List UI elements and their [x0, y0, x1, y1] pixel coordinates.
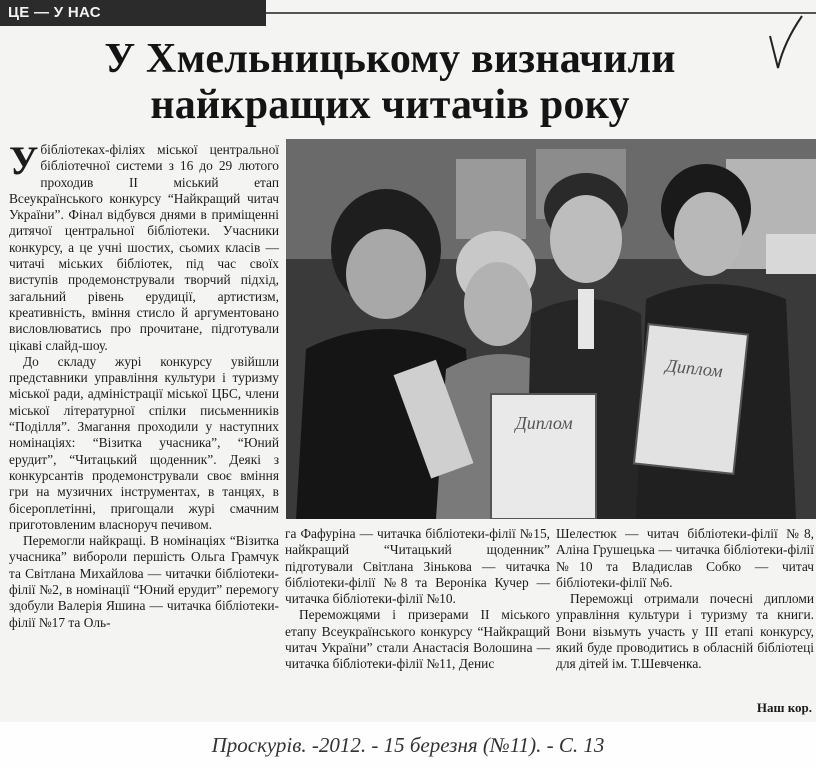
rubric-rule — [266, 12, 816, 14]
article-paragraph: Переможці отримали почесні дипломи управління культури і туризму та книги. Вони візьмуть участь у III етапі конкурсу, який буде проводитись в обласній бібліотеці для дітей ім. Т.Шевченка. — [556, 591, 814, 672]
diploma-text: Диплом — [515, 413, 573, 433]
article-byline: Наш кор. — [756, 700, 812, 715]
article-paragraph: га Фафуріна — читачка бібліотеки-філії №15, найкращий “Читацький щоденник” підготували Світлана Зінькова — читачка бібліотеки-філії №8 та Вероніка Кучер — читачка бібліотеки-філії №10. — [285, 526, 550, 607]
photo-image — [286, 139, 816, 519]
paragraph-text: бібліотеках-філіях міської центральної бібліотечної системи з 16 до 29 лютого проходив II міський етап Всеукраїнського конкурсу “Найкращий читач України”. Фінал відбувся днями в приміщенні дитячої центральної бібліотеки. Учасники конкурсу, а це учні шостих, сьомих класів — читачі міських бібліотек, під час своїх виступів продемонстрували творчий підхід, загальний рівень ерудиції, артистизм, креативність, вміння стисло й аргументовано висловлюватись про прочитане, підготували цікаві слайд-шоу. — [9, 142, 279, 353]
winners-photo — [286, 139, 816, 519]
article-paragraph: До складу журі конкурсу увійшли представники управління культури і туризму міської ради, адміністрації міської ЦБС, члени міської літературної спілки письменників “Поділля”. Змагання проходили у наступних номінаціях: “Візитка учасника”, “Юний ерудит”, “Читацький щоденник”. Деякі з конкурсантів продемонстрували своє вміння гри на музичних інструментах, в танцях, в бісероплетінні, пригощали журі смачним приготовленим власноруч печивом. — [9, 353, 279, 532]
source-citation: Проскурів. -2012. - 15 березня (№11). - С. 13 — [0, 722, 816, 768]
headline-line-1: У Хмельницькому визначили — [104, 36, 676, 82]
diploma-text: Диплом — [664, 355, 724, 382]
article-headline — [20, 36, 760, 128]
rubric-label: ЦЕ — У НАС — [0, 0, 266, 26]
drop-cap: У — [9, 138, 39, 183]
article-column-middle — [285, 526, 550, 673]
handwritten-check-mark — [766, 12, 806, 70]
article-paragraph: Перемогли найкращі. В номінаціях “Візитка учасника” вибороли першість Ольга Грамчук та Світлана Михайлова — читачки бібліотеки-філії №2, в номінації “Юний ерудит” перемогу здобули Валерія Яшина — читачка бібліотеки-філії №17 та Оль- — [9, 533, 279, 630]
article-column-left — [9, 138, 279, 631]
article-column-right — [556, 526, 814, 673]
article-paragraph — [9, 138, 279, 354]
article-paragraph: Переможцями і призерами II міського етапу Всеукраїнського конкурсу “Найкращий читач України” стали Анастасія Волошина — читачка бібліотеки-філії №11, Денис — [285, 607, 550, 672]
headline-line-2: найкращих читачів року — [150, 82, 630, 128]
article-paragraph: Шелестюк — читач бібліотеки-філії №8, Аліна Грушецька — читачка бібліотеки-філії №10 та Владислав Собко — читач бібліотеки-філії №6. — [556, 526, 814, 590]
